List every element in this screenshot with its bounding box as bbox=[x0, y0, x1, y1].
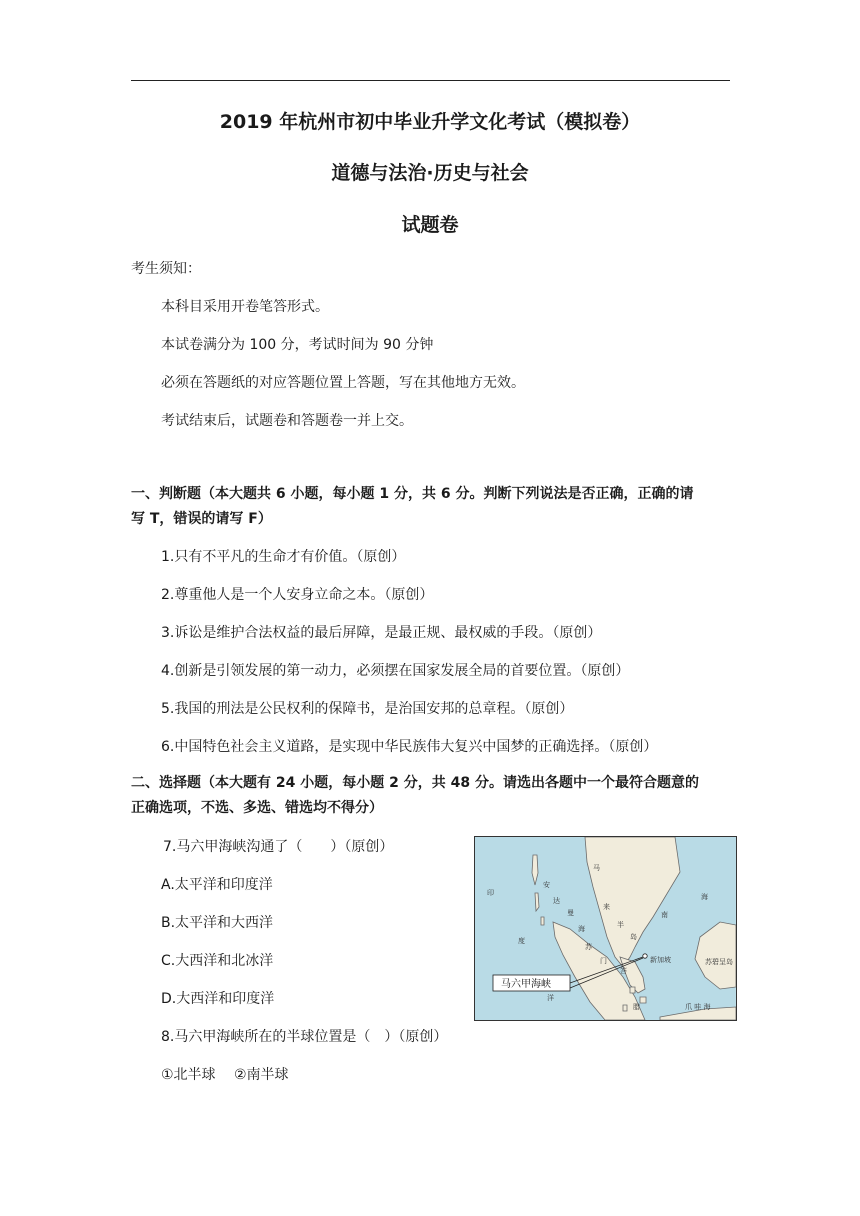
section2-heading-line: 二、选择题（本大题有 24 小题，每小题 2 分，共 48 分。请选出各题中一个最符合题意的 bbox=[131, 775, 699, 791]
map-graphic bbox=[475, 837, 736, 1020]
land-indochina bbox=[585, 837, 680, 967]
judge-question: 2.尊重他人是一个人安身立命之本。（原创） bbox=[161, 587, 434, 603]
top-rule bbox=[131, 80, 730, 81]
question-8-stem: 8.马六甲海峡所在的半球位置是（ ）（原创） bbox=[161, 1029, 448, 1045]
option-a: A.太平洋和印度洋 bbox=[161, 877, 273, 893]
notice-item: 考试结束后，试题卷和答题卷一并上交。 bbox=[161, 413, 413, 429]
malacca-strait-map bbox=[474, 836, 737, 1021]
option-c: C.大西洋和北冰洋 bbox=[161, 953, 274, 969]
map-label: 门 bbox=[600, 957, 607, 965]
question-8-choices: ①北半球 ②南半球 bbox=[161, 1067, 289, 1083]
map-label: 半 bbox=[617, 921, 624, 929]
map-label: 安 bbox=[543, 881, 550, 889]
judge-question: 1.只有不平凡的生命才有价值。（原创） bbox=[161, 549, 406, 565]
land-borneo bbox=[695, 922, 736, 989]
strait-marker bbox=[643, 954, 647, 958]
section1-heading bbox=[131, 482, 731, 532]
map-label: 印 bbox=[487, 889, 494, 897]
judge-question: 6.中国特色社会主义道路，是实现中华民族伟大复兴中国梦的正确选择。（原创） bbox=[161, 739, 658, 755]
map-label: 马 bbox=[593, 864, 600, 872]
section2-heading-line: 正确选项，不选、多选、错选均不得分） bbox=[131, 800, 383, 816]
option-d: D.大西洋和印度洋 bbox=[161, 991, 275, 1007]
map-label: 度 bbox=[518, 937, 525, 945]
notice-heading: 考生须知： bbox=[131, 261, 201, 277]
question-7-stem: 7.马六甲海峡沟通了（ ）（原创） bbox=[163, 839, 394, 855]
notice-item: 本试卷满分为 100 分，考试时间为 90 分钟 bbox=[161, 337, 434, 353]
map-label: 苏 bbox=[585, 943, 592, 951]
map-label: 海 bbox=[578, 925, 585, 933]
map-label: 爪 哇 海 bbox=[685, 1003, 711, 1011]
land-andaman-islands bbox=[532, 855, 544, 925]
map-label: 来 bbox=[603, 903, 610, 911]
judge-question: 5.我国的刑法是公民权利的保障书，是治国安邦的总章程。（原创） bbox=[161, 701, 574, 717]
exam-paper-type: 试题卷 bbox=[401, 214, 459, 236]
notice-item: 本科目采用开卷笔答形式。 bbox=[161, 299, 329, 315]
map-label: 答 bbox=[620, 967, 627, 975]
map-label: 腊 bbox=[633, 1003, 640, 1011]
section2-heading bbox=[131, 771, 731, 821]
notice-item: 必须在答题纸的对应答题位置上答题，写在其他地方无效。 bbox=[161, 375, 525, 391]
map-label: 南 bbox=[661, 911, 668, 919]
map-label: 洋 bbox=[547, 994, 554, 1002]
map-label: 新加坡 bbox=[650, 956, 671, 964]
callout-label: 马六甲海峡 bbox=[501, 979, 551, 990]
section1-heading-line: 一、判断题（本大题共 6 小题，每小题 1 分，共 6 分。判断下列说法是否正确，正确的请 bbox=[131, 486, 694, 502]
exam-subject: 道德与法治·历史与社会 bbox=[331, 162, 529, 184]
map-label: 曼 bbox=[567, 909, 574, 917]
map-label: 海 bbox=[701, 893, 708, 901]
option-b: B.太平洋和大西洋 bbox=[161, 915, 274, 931]
section1-heading-line: 写 T，错误的请写 F） bbox=[131, 511, 272, 527]
map-label: 岛 bbox=[630, 933, 637, 941]
judge-question: 4.创新是引领发展的第一动力，必须摆在国家发展全局的首要位置。（原创） bbox=[161, 663, 630, 679]
map-label: 苏碧呈岛 bbox=[705, 958, 733, 966]
map-label: 达 bbox=[553, 897, 560, 905]
judge-question: 3.诉讼是维护合法权益的最后屏障，是最正规、最权威的手段。（原创） bbox=[161, 625, 602, 641]
exam-title: 2019 年杭州市初中毕业升学文化考试（模拟卷） bbox=[219, 111, 641, 133]
